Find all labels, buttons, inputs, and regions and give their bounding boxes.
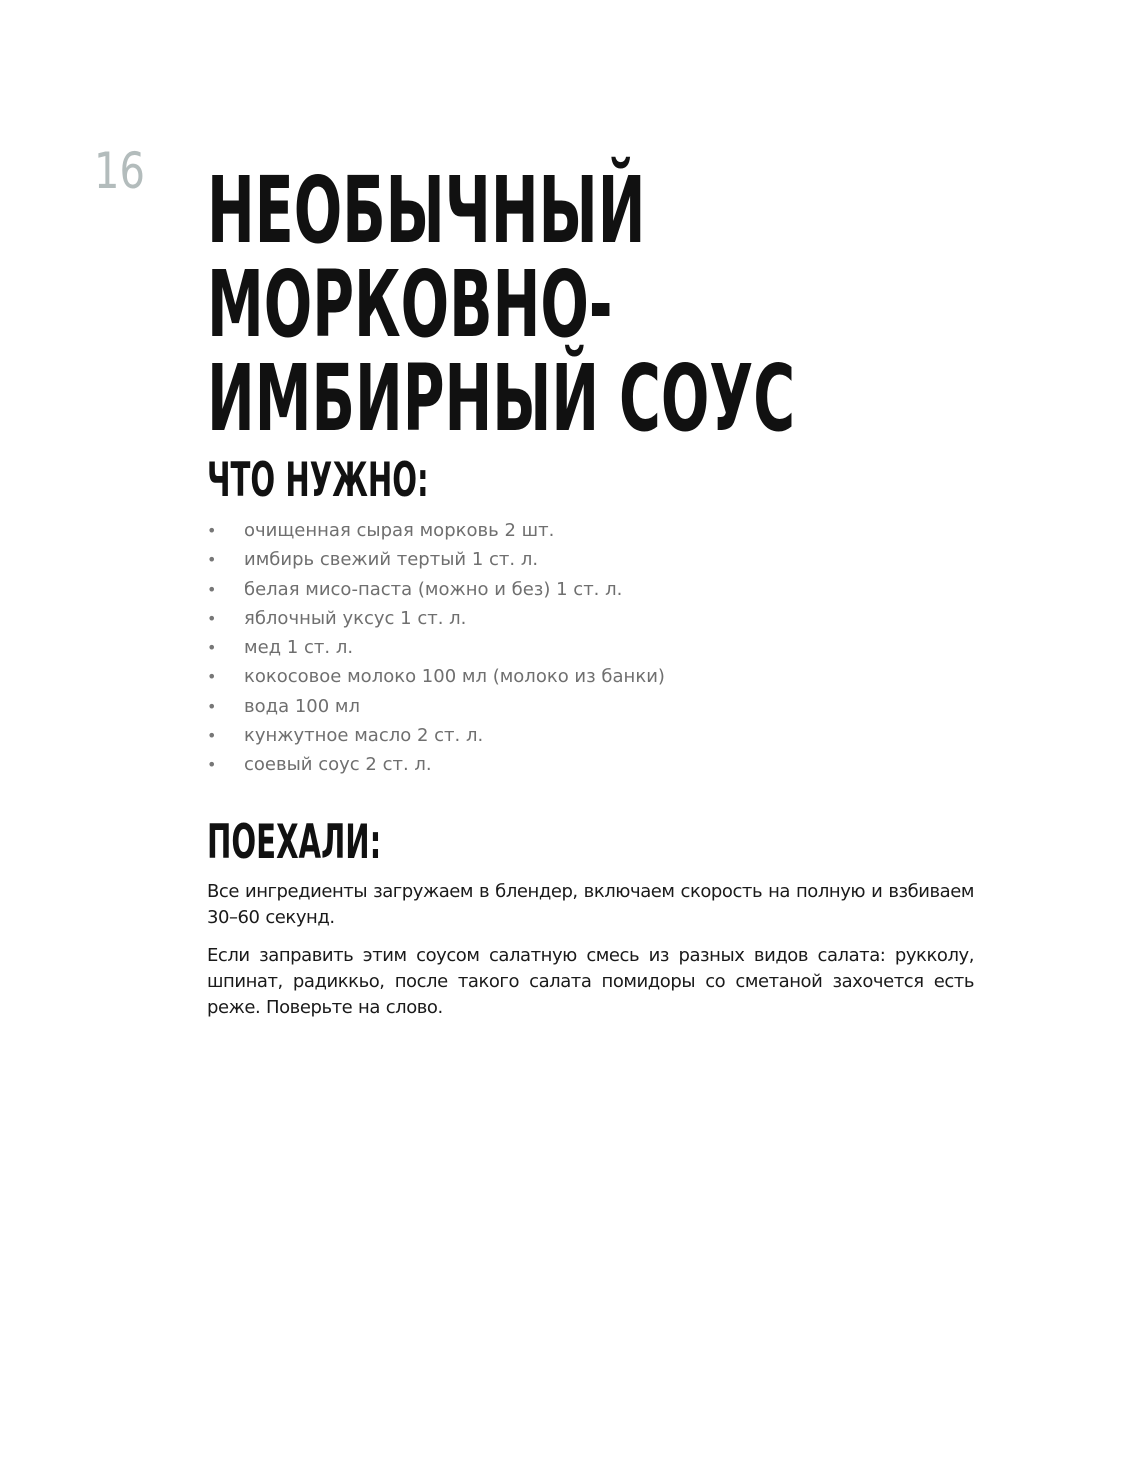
ingredient-text: кокосовое молоко 100 мл (молоко из банки): [244, 666, 665, 688]
recipe-title-line: ИМБИРНЫЙ СОУС: [207, 345, 796, 453]
ingredient-text: кунжутное масло 2 ст. л.: [244, 725, 484, 747]
ingredient-text: вода 100 мл: [244, 695, 360, 717]
ingredient-text: белая мисо-паста (можно и без) 1 ст. л.: [244, 578, 623, 600]
list-item: [207, 721, 967, 750]
bullet-icon: •: [207, 726, 217, 746]
bullet-icon: •: [207, 550, 217, 570]
bullet-icon: •: [207, 608, 217, 628]
bullet-icon: •: [207, 579, 217, 599]
recipe-title-line: НЕОБЫЧНЫЙ: [207, 157, 646, 265]
ingredient-text: очищенная сырая морковь 2 шт.: [244, 520, 555, 541]
list-item: [207, 692, 967, 721]
tip-paragraph: Если заправить этим соусом салатную смесь из разных видов салата: рукколу, шпинат, радиккьо, после такого салата помидоры со сметаной захочется есть реже. Поверьте на слово.: [207, 945, 974, 1018]
list-item: [207, 662, 967, 691]
bullet-icon: •: [207, 638, 217, 658]
list-item: [207, 604, 967, 633]
list-item: [207, 575, 967, 604]
bullet-icon: •: [207, 521, 217, 540]
bullet-icon: •: [207, 755, 217, 775]
steps-heading: ПОЕХАЛИ:: [207, 815, 382, 870]
list-item: [207, 516, 967, 545]
ingredient-text: яблочный уксус 1 ст. л.: [244, 607, 467, 629]
ingredient-text: имбирь свежий тертый 1 ст. л.: [244, 549, 539, 571]
bullet-icon: •: [207, 696, 217, 716]
recipe-title-line: МОРКОВНО-: [207, 251, 613, 359]
instructions-paragraph: Все ингредиенты загружаем в блендер, включаем скорость на полную и взбиваем 30–60 секунд.: [207, 881, 974, 928]
ingredient-text: мед 1 ст. л.: [244, 637, 354, 659]
list-item: [207, 545, 967, 574]
list-item: [207, 633, 967, 662]
page-number: 16: [94, 142, 145, 200]
ingredients-list: [207, 516, 967, 780]
recipe-title: [207, 157, 796, 453]
bullet-icon: •: [207, 667, 217, 687]
ingredient-text: соевый соус 2 ст. л.: [244, 754, 432, 776]
list-item: [207, 750, 967, 779]
ingredients-heading: ЧТО НУЖНО:: [207, 453, 429, 508]
